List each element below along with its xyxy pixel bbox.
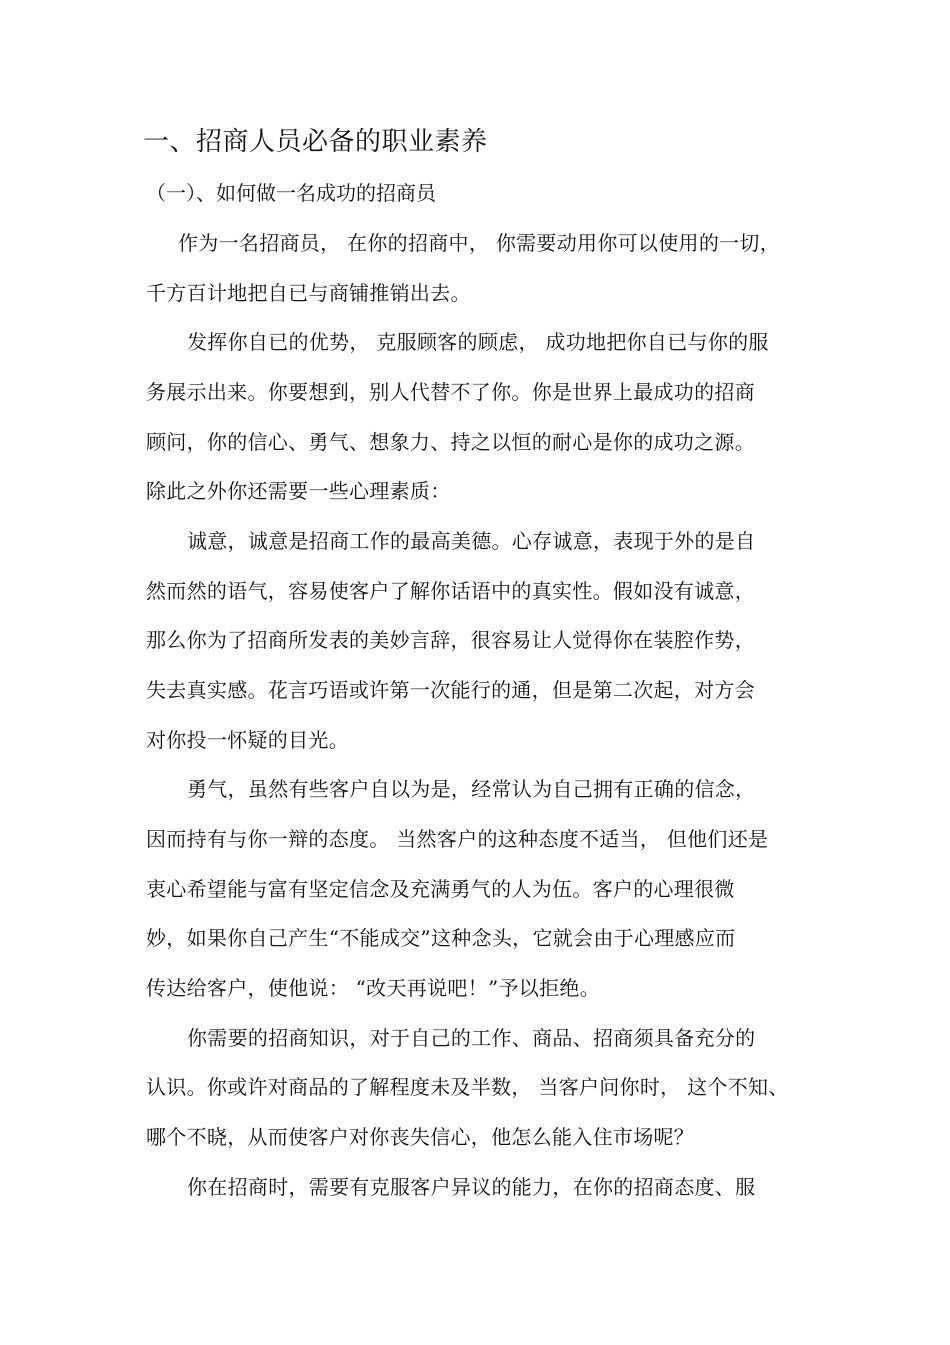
paragraph-line: 因而持有与你一辩的态度。 当然客户的这种态度不适当， 但他们还是	[146, 827, 769, 851]
paragraph-line: 务展示出来。你要想到，别人代替不了你。你是世界上最成功的招商	[146, 380, 755, 404]
paragraph-line: 顾问，你的信心、勇气、想象力、持之以恒的耐心是你的成功之源。	[146, 430, 755, 454]
paragraph-line: 哪个不晓，从而使客户对你丧失信心，他怎么能入住市场呢？	[146, 1125, 695, 1149]
paragraph-line: 勇气，虽然有些客户自以为是，经常认为自己拥有正确的信念，	[187, 777, 756, 801]
section-heading: 一、招商人员必备的职业素养	[143, 127, 488, 157]
paragraph-line: 你在招商时，需要有克服客户异议的能力，在你的招商态度、服	[187, 1175, 756, 1199]
paragraph-line: 然而然的语气，容易使客户了解你话语中的真实性。假如没有诚意，	[146, 579, 755, 603]
subsection-heading: （一）、如何做一名成功的招商员	[146, 181, 436, 205]
paragraph-line: 除此之外你还需要一些心理素质：	[146, 479, 451, 503]
paragraph-line: 失去真实感。花言巧语或许第一次能行的通，但是第二次起，对方会	[146, 678, 755, 702]
paragraph-line: 你需要的招商知识，对于自己的工作、商品、招商须具备充分的	[187, 1026, 756, 1050]
paragraph-line: 作为一名招商员， 在你的招商中， 你需要动用你可以使用的一切，	[178, 231, 781, 255]
paragraph-line: 诚意，诚意是招商工作的最高美德。心存诚意，表现于外的是自	[187, 529, 756, 553]
paragraph-line: 发挥你自已的优势， 克服顾客的顾虑， 成功地把你自已与你的服	[187, 330, 769, 354]
paragraph-line: 那么你为了招商所发表的美妙言辞，很容易让人觉得你在装腔作势，	[146, 628, 755, 652]
paragraph-line: 妙，如果你自己产生“不能成交”这种念头，它就会由于心理感应而	[146, 926, 736, 950]
paragraph-line: 认识。你或许对商品的了解程度未及半数， 当客户问你时， 这个不知、	[146, 1075, 789, 1099]
paragraph-line: 千方百计地把自已与商铺推销出去。	[146, 281, 471, 305]
paragraph-line: 衷心希望能与富有坚定信念及充满勇气的人为伍。客户的心理很微	[146, 877, 735, 901]
paragraph-line: 传达给客户，使他说： “改天再说吧！”予以拒绝。	[146, 976, 601, 1000]
paragraph-line: 对你投一怀疑的目光。	[146, 728, 349, 752]
